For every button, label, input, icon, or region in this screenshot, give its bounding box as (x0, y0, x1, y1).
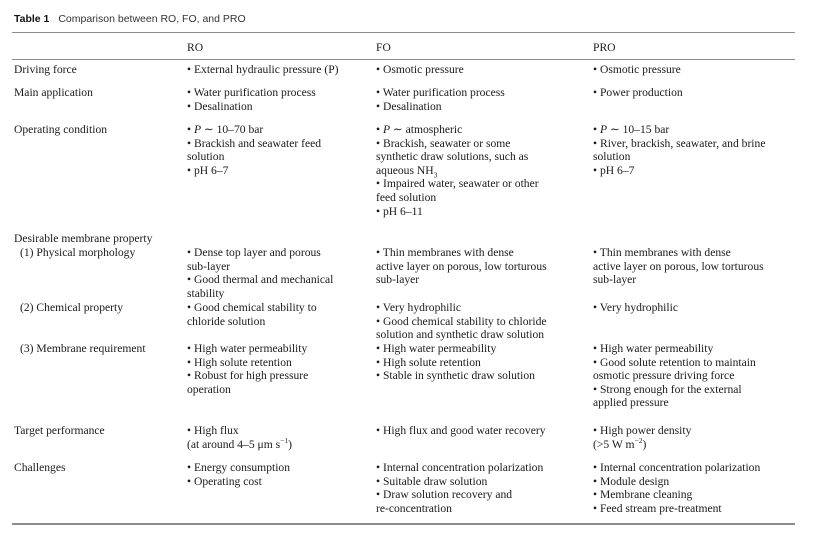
cell-fo: • Internal concentration polarization • Suitable draw solution • Draw solution recovery and re-concentration (376, 461, 544, 515)
cell-ro: • Good chemical stability to chloride solution (187, 301, 317, 328)
row-label: Main application (14, 86, 93, 99)
row-label: (2) Chemical property (20, 301, 124, 314)
cell-pro: • Power production (593, 86, 683, 99)
cell-pro: • Internal concentration polarization • Module design • Membrane cleaning • Feed stream pre-treatment (593, 461, 761, 515)
table-caption-text: Comparison between RO, FO, and PRO (58, 13, 246, 25)
row-label: Challenges (14, 461, 66, 474)
header-ro: RO (187, 41, 204, 54)
cell-ro: • P ∼ 10–70 bar • Brackish and seawater feed solution • pH 6–7 (187, 123, 322, 177)
header-pro: PRO (593, 41, 616, 54)
cell-ro: • High water permeability • High solute retention • Robust for high pressure operation (187, 342, 309, 396)
row-label: Desirable membrane property (14, 232, 153, 245)
top-rule (12, 32, 795, 33)
cell-ro: • Water purification process • Desalination (187, 86, 316, 113)
cell-fo: • Very hydrophilic • Good chemical stability to chloride solution and synthetic draw solution (376, 301, 547, 342)
cell-ro: • Dense top layer and porous sub-layer • Good thermal and mechanical stability (187, 246, 334, 300)
cell-pro: • Thin membranes with dense active layer on porous, low torturous sub-layer (593, 246, 764, 287)
cell-ro: • External hydraulic pressure (P) (187, 63, 339, 76)
row-label: Operating condition (14, 123, 108, 136)
header-fo: FO (376, 41, 391, 54)
cell-ro: • Energy consumption • Operating cost (187, 461, 291, 488)
cell-fo: • P ∼ atmospheric • Brackish, seawater or some synthetic draw solutions, such as aqueous $NH_3$ • Impaired water, seawater or other feed solution • pH 6–11 (376, 123, 539, 218)
header-rule (12, 59, 795, 60)
cell-fo: • Osmotic pressure (376, 63, 464, 76)
row-label: Target performance (14, 424, 105, 437)
cell-fo: • Thin membranes with dense active layer on porous, low torturous sub-layer (376, 246, 547, 287)
cell-pro: • High power density (>5 W $m^{-2}$) (593, 424, 692, 451)
cell-pro: • Osmotic pressure (593, 63, 681, 76)
row-label: Driving force (14, 63, 77, 76)
table-label: Table 1 (14, 13, 50, 25)
cell-pro: • Very hydrophilic (593, 301, 678, 314)
cell-fo: • High water permeability • High solute retention • Stable in synthetic draw solution (376, 342, 535, 383)
row-label: (1) Physical morphology (20, 246, 136, 259)
bottom-rule (12, 523, 795, 525)
cell-fo: • High flux and good water recovery (376, 424, 546, 437)
table-caption (14, 13, 246, 25)
cell-pro: • High water permeability • Good solute retention to maintain osmotic pressure driving force • Strong enough for the external applied pressure (593, 342, 756, 410)
cell-fo: • Water purification process • Desalination (376, 86, 505, 113)
cell-pro: • P ∼ 10–15 bar • River, brackish, seawater, and brine solution • pH 6–7 (593, 123, 766, 177)
cell-ro: • High flux (at around 4–5 μm $s^{-1}$) (187, 424, 293, 451)
row-label: (3) Membrane requirement (20, 342, 146, 355)
